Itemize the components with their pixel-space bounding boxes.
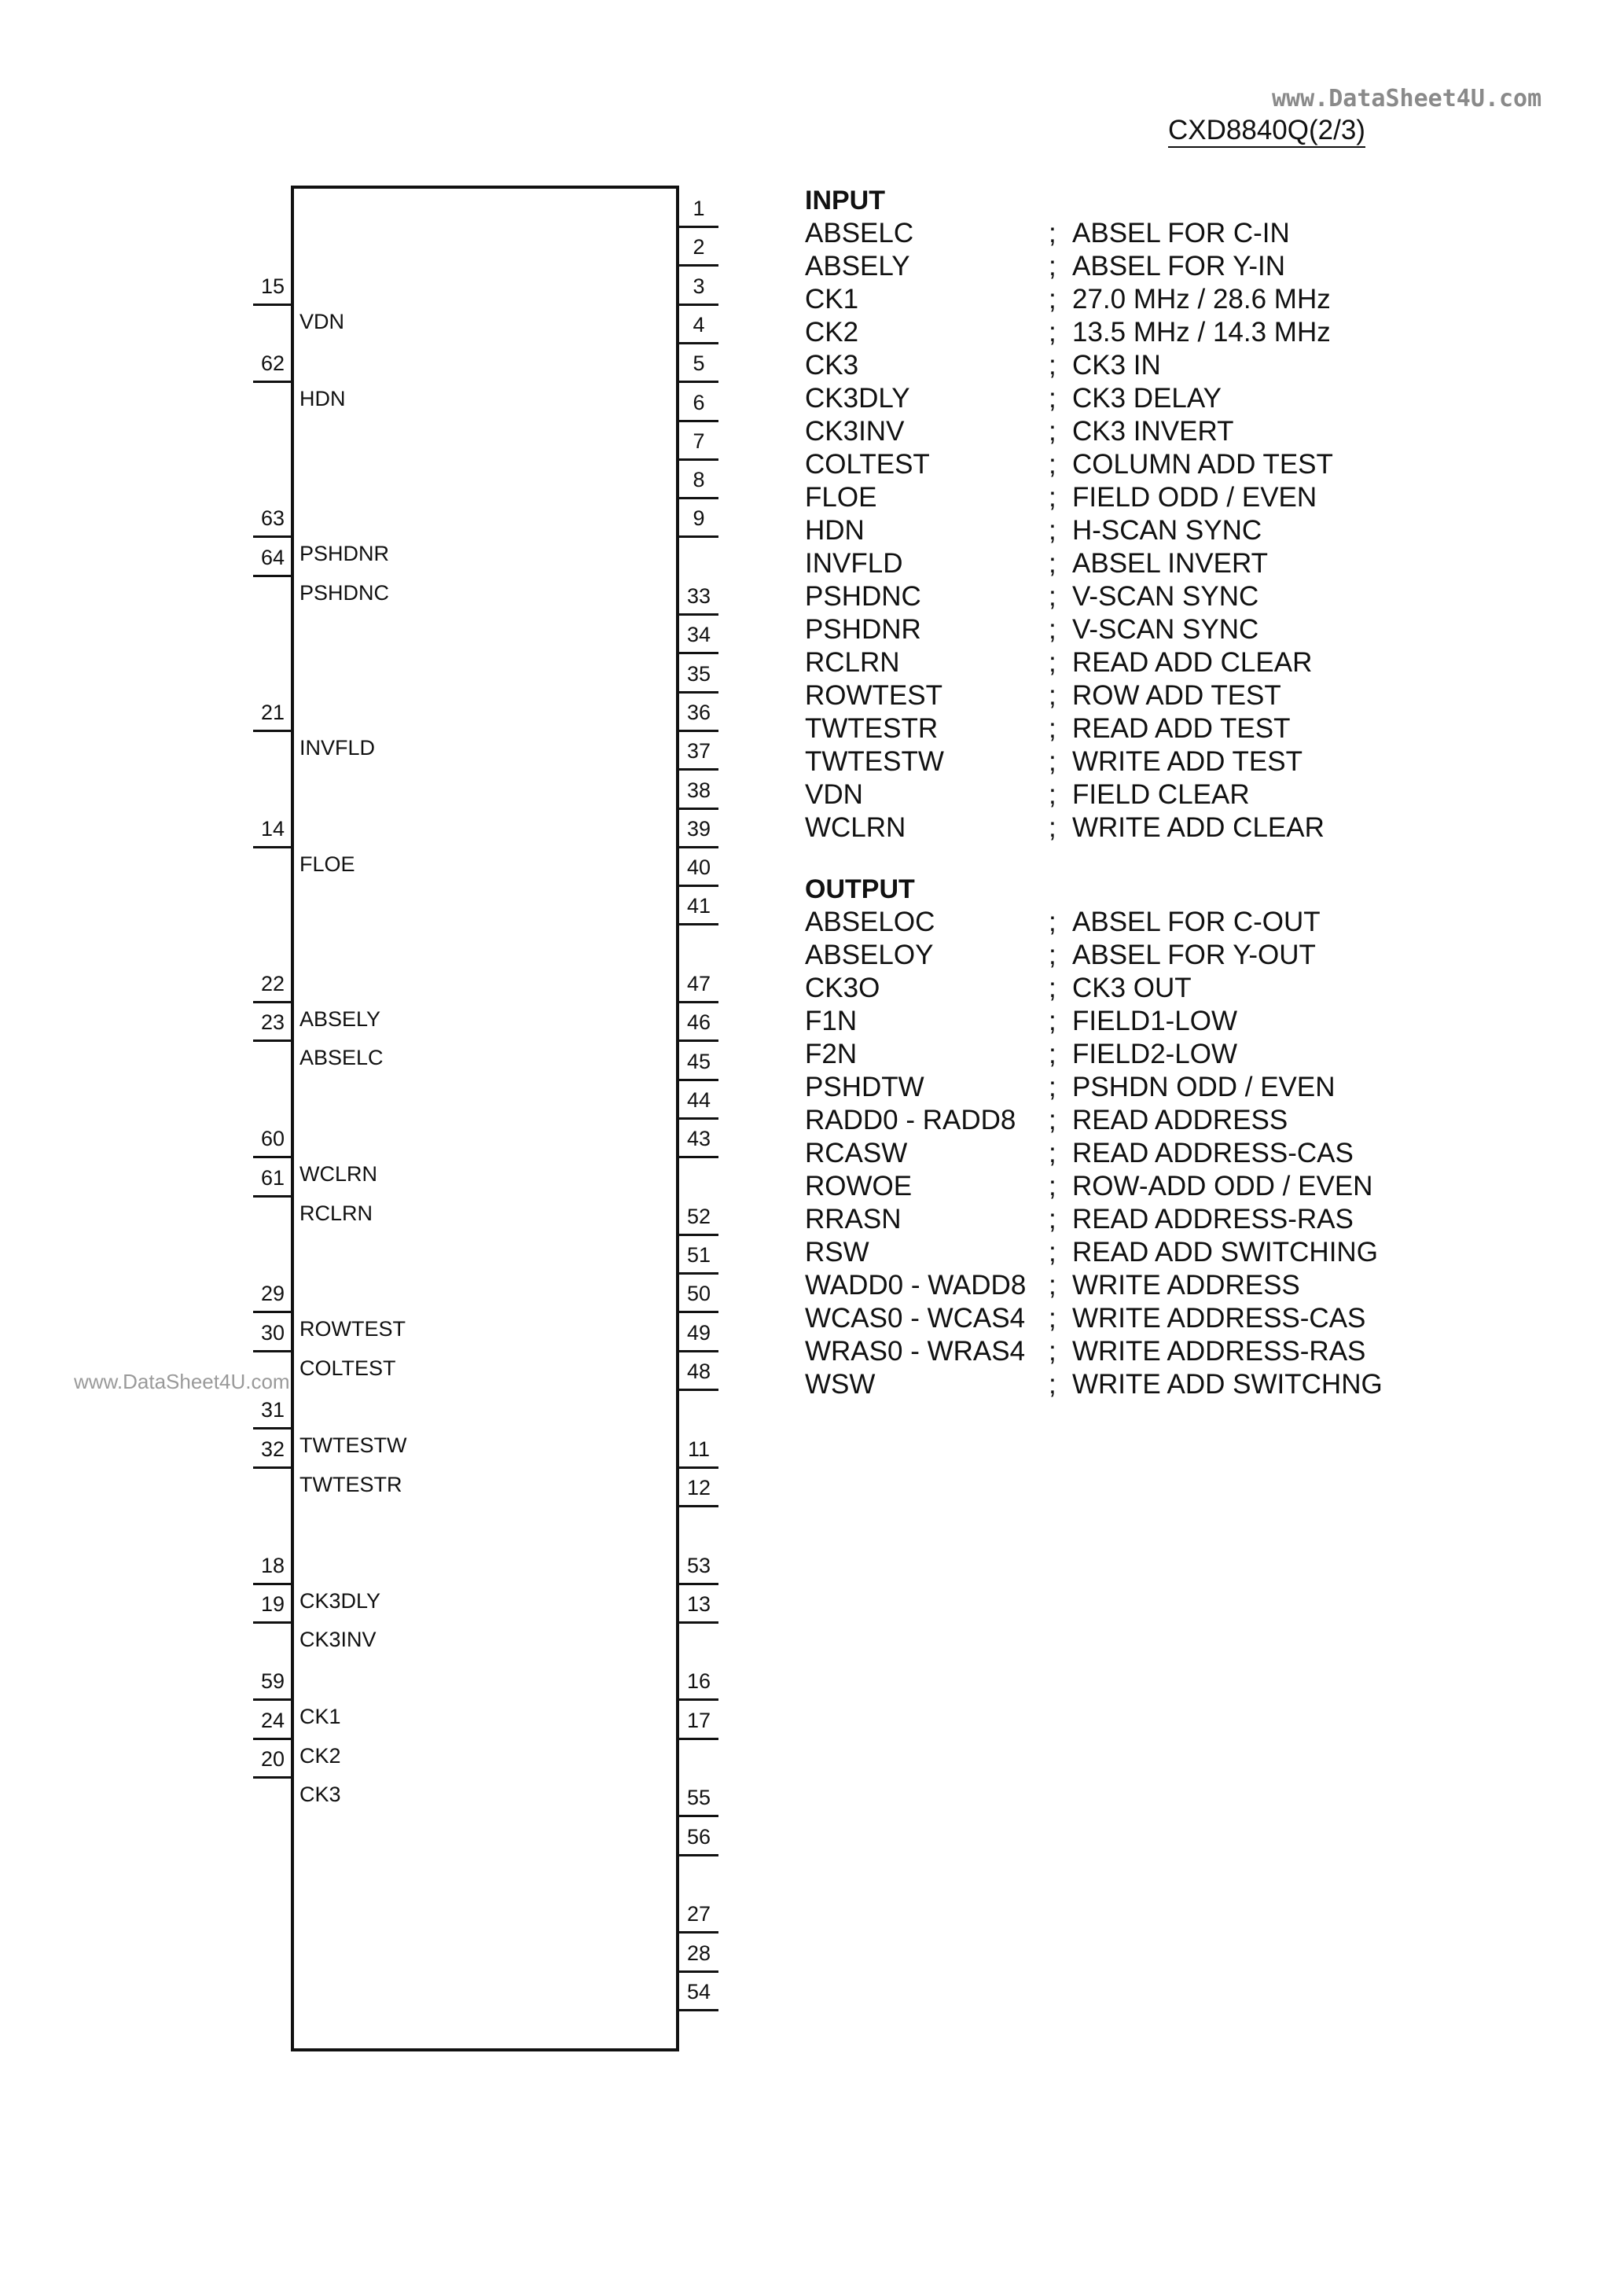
pin-label: CK3DLY xyxy=(299,1588,381,1613)
pin-number: 55 xyxy=(686,1786,711,1810)
separator: ; xyxy=(1049,940,1056,970)
separator: ; xyxy=(1049,614,1056,645)
signal-name: WSW xyxy=(805,1369,876,1400)
output-legend-row xyxy=(805,1137,1354,1170)
signal-description: ABSEL FOR C-IN xyxy=(1072,218,1290,248)
separator: ; xyxy=(1049,1006,1056,1036)
input-legend-row xyxy=(805,745,1303,778)
separator: ; xyxy=(1049,746,1056,777)
signal-description: READ ADDRESS xyxy=(1072,1105,1288,1135)
pin-line xyxy=(253,1001,292,1003)
pin-line xyxy=(253,535,292,538)
signal-name: WCLRN xyxy=(805,812,906,843)
separator: ; xyxy=(1049,1171,1056,1201)
separator: ; xyxy=(1049,647,1056,678)
pin-number: 21 xyxy=(260,700,285,724)
pin-line xyxy=(679,1156,718,1158)
pin-number: 12 xyxy=(686,1475,711,1499)
pin-number: 60 xyxy=(260,1127,285,1151)
pin-line xyxy=(253,1311,292,1313)
signal-name: ABSELC xyxy=(805,218,914,248)
pin-line xyxy=(253,1156,292,1158)
separator: ; xyxy=(1049,218,1056,248)
signal-description: CK3 OUT xyxy=(1072,973,1192,1003)
pin-number: 17 xyxy=(686,1708,711,1732)
pin-number: 8 xyxy=(693,468,705,492)
pin-line xyxy=(679,1117,718,1120)
pin-line xyxy=(679,1815,718,1817)
pin-line xyxy=(679,1505,718,1507)
input-legend-row xyxy=(805,778,1250,811)
pin-number: 41 xyxy=(686,894,711,918)
pin-line xyxy=(679,768,718,771)
pin-line xyxy=(679,1970,718,1973)
signal-name: FLOE xyxy=(805,482,877,513)
input-legend xyxy=(805,184,1333,844)
signal-description: FIELD2-LOW xyxy=(1072,1039,1238,1069)
input-legend-row xyxy=(805,547,1268,580)
input-heading: INPUT xyxy=(805,186,885,215)
pin-line xyxy=(679,497,718,499)
signal-description: ABSEL INVERT xyxy=(1072,548,1268,579)
signal-description: WRITE ADD SWITCHNG xyxy=(1072,1369,1383,1400)
pin-number: 27 xyxy=(686,1902,711,1926)
signal-name: ABSELOY xyxy=(805,940,934,970)
pin-line xyxy=(253,730,292,732)
chip-body xyxy=(291,186,679,2051)
signal-name: RRASN xyxy=(805,1204,902,1234)
pin-label: WCLRN xyxy=(299,1162,377,1187)
pin-number: 19 xyxy=(260,1591,285,1616)
pin-number: 33 xyxy=(686,584,711,608)
separator: ; xyxy=(1049,713,1056,744)
separator: ; xyxy=(1049,251,1056,281)
pin-number: 6 xyxy=(693,390,705,414)
pin-number: 4 xyxy=(693,312,705,337)
signal-name: ROWTEST xyxy=(805,680,942,711)
output-legend xyxy=(805,873,1383,1401)
pin-number: 14 xyxy=(260,816,285,841)
pin-label: CK2 xyxy=(299,1743,341,1768)
separator: ; xyxy=(1049,482,1056,513)
input-legend-row xyxy=(805,448,1333,481)
pin-line xyxy=(679,2009,718,2011)
document-title: CXD8840Q(2/3) xyxy=(1168,115,1365,148)
signal-description: V-SCAN SYNC xyxy=(1072,581,1259,612)
pin-number: 43 xyxy=(686,1127,711,1151)
pin-number: 32 xyxy=(260,1437,285,1461)
output-legend-row xyxy=(805,1005,1238,1038)
pin-number: 51 xyxy=(686,1243,711,1268)
output-legend-row xyxy=(805,1104,1288,1137)
pin-number: 52 xyxy=(686,1204,711,1228)
signal-name: TWTESTR xyxy=(805,713,939,744)
pin-line xyxy=(679,226,718,228)
pin-label: COLTEST xyxy=(299,1356,396,1380)
pin-line xyxy=(679,1698,718,1701)
signal-name: RSW xyxy=(805,1237,869,1268)
output-legend-row xyxy=(805,1302,1366,1335)
signal-name: RCLRN xyxy=(805,647,900,678)
pin-line xyxy=(253,1776,292,1779)
pin-line xyxy=(253,575,292,577)
pin-number: 5 xyxy=(693,351,705,376)
signal-name: WADD0 - WADD8 xyxy=(805,1270,1027,1301)
signal-description: ABSEL FOR Y-IN xyxy=(1072,251,1286,281)
signal-name: CK2 xyxy=(805,317,859,348)
pin-number: 31 xyxy=(260,1398,285,1422)
pin-line xyxy=(679,535,718,538)
pin-line xyxy=(679,1621,718,1624)
signal-description: READ ADD SWITCHING xyxy=(1072,1237,1378,1268)
signal-description: READ ADDRESS-RAS xyxy=(1072,1204,1354,1234)
input-legend-row xyxy=(805,712,1291,745)
pin-number: 2 xyxy=(693,235,705,259)
pin-number: 48 xyxy=(686,1360,711,1383)
pin-label: TWTESTW xyxy=(299,1433,407,1458)
separator: ; xyxy=(1049,907,1056,937)
pin-line xyxy=(679,613,718,616)
pin-label: CK1 xyxy=(299,1705,341,1729)
separator: ; xyxy=(1049,581,1056,612)
mid-watermark: www.DataSheet4U.com xyxy=(74,1370,290,1393)
pin-number: 44 xyxy=(686,1087,711,1112)
signal-description: H-SCAN SYNC xyxy=(1072,515,1262,546)
signal-description: WRITE ADD CLEAR xyxy=(1072,812,1325,843)
input-legend-row xyxy=(805,283,1331,316)
pin-line xyxy=(679,381,718,383)
pin-line xyxy=(253,1698,292,1701)
signal-description: WRITE ADDRESS xyxy=(1072,1270,1300,1301)
pin-line xyxy=(253,1621,292,1624)
output-legend-row xyxy=(805,1368,1383,1401)
signal-name: PSHDNR xyxy=(805,614,921,645)
separator: ; xyxy=(1049,1270,1056,1301)
input-legend-row xyxy=(805,646,1313,679)
signal-name: COLTEST xyxy=(805,449,930,480)
pin-number: 39 xyxy=(686,816,711,841)
output-heading: OUTPUT xyxy=(805,874,915,904)
pin-line xyxy=(679,1738,718,1740)
pin-label: CK3INV xyxy=(299,1627,377,1651)
signal-name: TWTESTW xyxy=(805,746,944,777)
pin-number: 54 xyxy=(686,1979,711,2003)
separator: ; xyxy=(1049,1237,1056,1268)
signal-description: FIELD1-LOW xyxy=(1072,1006,1238,1036)
pin-label: RCLRN xyxy=(299,1201,373,1225)
pin-line xyxy=(253,381,292,383)
separator: ; xyxy=(1049,1336,1056,1367)
signal-name: RADD0 - RADD8 xyxy=(805,1105,1016,1135)
signal-description: ROW ADD TEST xyxy=(1072,680,1281,711)
pin-line xyxy=(679,1311,718,1313)
output-legend-row xyxy=(805,1335,1366,1368)
pin-label: HDN xyxy=(299,387,346,411)
separator: ; xyxy=(1049,350,1056,381)
pin-number: 46 xyxy=(686,1010,711,1035)
input-legend-row xyxy=(805,415,1234,448)
pin-number: 30 xyxy=(260,1320,285,1345)
pin-line xyxy=(679,885,718,887)
pin-line xyxy=(679,1466,718,1469)
input-rows xyxy=(805,217,1333,844)
input-legend-row xyxy=(805,316,1331,349)
pin-line xyxy=(679,1854,718,1856)
separator: ; xyxy=(1049,973,1056,1003)
pin-line xyxy=(253,846,292,848)
input-legend-row xyxy=(805,811,1325,844)
pin-line xyxy=(679,923,718,925)
signal-name: CK1 xyxy=(805,284,859,315)
separator: ; xyxy=(1049,1105,1056,1135)
pin-number: 63 xyxy=(260,506,285,531)
pin-number: 23 xyxy=(260,1010,285,1035)
output-legend-row xyxy=(805,1170,1373,1203)
pin-number: 36 xyxy=(686,700,711,724)
output-legend-row xyxy=(805,1071,1336,1104)
input-legend-row xyxy=(805,217,1290,250)
output-rows xyxy=(805,906,1383,1401)
signal-description: READ ADDRESS-CAS xyxy=(1072,1138,1354,1168)
input-legend-row xyxy=(805,349,1161,382)
pin-line xyxy=(253,1350,292,1352)
pin-number: 24 xyxy=(260,1708,285,1732)
pin-line xyxy=(679,730,718,732)
pin-number: 7 xyxy=(693,429,705,453)
signal-name: WRAS0 - WRAS4 xyxy=(805,1336,1026,1367)
pin-number: 59 xyxy=(260,1669,285,1694)
pin-number: 49 xyxy=(686,1320,711,1345)
separator: ; xyxy=(1049,416,1056,447)
pin-number: 1 xyxy=(693,197,705,220)
pin-line xyxy=(679,1389,718,1391)
input-legend-row xyxy=(805,382,1222,415)
pin-line xyxy=(679,1001,718,1003)
pin-number: 37 xyxy=(686,739,711,763)
input-legend-row xyxy=(805,580,1259,613)
pin-number: 64 xyxy=(260,545,285,569)
signal-description: CK3 IN xyxy=(1072,350,1161,381)
separator: ; xyxy=(1049,548,1056,579)
signal-description: CK3 DELAY xyxy=(1072,383,1222,414)
signal-name: PSHDNC xyxy=(805,581,921,612)
pin-number: 28 xyxy=(686,1941,711,1965)
pin-line xyxy=(679,342,718,344)
pin-line xyxy=(253,304,292,306)
signal-description: PSHDN ODD / EVEN xyxy=(1072,1072,1336,1102)
pin-line xyxy=(679,1234,718,1236)
input-legend-row xyxy=(805,679,1281,712)
input-legend-row xyxy=(805,250,1286,283)
pin-line xyxy=(679,808,718,810)
pin-line xyxy=(253,1738,292,1740)
signal-description: WRITE ADD TEST xyxy=(1072,746,1303,777)
signal-name: RCASW xyxy=(805,1138,908,1168)
pin-label: VDN xyxy=(299,309,345,333)
pin-line xyxy=(253,1583,292,1585)
pin-number: 40 xyxy=(686,855,711,880)
pin-number: 56 xyxy=(686,1824,711,1849)
output-legend-row xyxy=(805,939,1316,972)
pin-line xyxy=(679,304,718,306)
pin-line xyxy=(679,1039,718,1042)
signal-name: ROWOE xyxy=(805,1171,913,1201)
separator: ; xyxy=(1049,284,1056,315)
pin-label: PSHDNC xyxy=(299,580,390,605)
signal-description: READ ADD CLEAR xyxy=(1072,647,1313,678)
signal-description: V-SCAN SYNC xyxy=(1072,614,1259,645)
pin-line xyxy=(253,1427,292,1429)
separator: ; xyxy=(1049,1138,1056,1168)
signal-name: CK3 xyxy=(805,350,859,381)
pin-line xyxy=(679,420,718,422)
output-legend-row xyxy=(805,906,1321,939)
pin-line xyxy=(253,1466,292,1469)
signal-description: FIELD CLEAR xyxy=(1072,779,1250,810)
separator: ; xyxy=(1049,1369,1056,1400)
signal-description: ROW-ADD ODD / EVEN xyxy=(1072,1171,1373,1201)
separator: ; xyxy=(1049,1072,1056,1102)
signal-description: WRITE ADDRESS-CAS xyxy=(1072,1303,1366,1334)
pin-number: 35 xyxy=(686,661,711,686)
pin-number: 45 xyxy=(686,1049,711,1073)
pin-line xyxy=(679,264,718,267)
pin-label: TWTESTR xyxy=(299,1472,402,1496)
pin-label: CK3 xyxy=(299,1783,341,1806)
signal-description: FIELD ODD / EVEN xyxy=(1072,482,1317,513)
pin-number: 38 xyxy=(686,778,711,802)
pin-line xyxy=(679,691,718,694)
pin-number: 34 xyxy=(686,623,711,647)
signal-name: VDN xyxy=(805,779,863,810)
signal-name: CK3DLY xyxy=(805,383,910,414)
signal-description: READ ADD TEST xyxy=(1072,713,1291,744)
pin-label: ABSELC xyxy=(299,1046,384,1070)
signal-description: CK3 INVERT xyxy=(1072,416,1234,447)
output-legend-row xyxy=(805,1269,1300,1302)
pin-number: 61 xyxy=(260,1165,285,1190)
signal-name: PSHDTW xyxy=(805,1072,924,1102)
signal-description: COLUMN ADD TEST xyxy=(1072,449,1333,480)
signal-name: HDN xyxy=(805,515,865,546)
pin-line xyxy=(679,652,718,654)
separator: ; xyxy=(1049,1039,1056,1069)
pin-number: 13 xyxy=(686,1591,711,1616)
header-watermark: www.DataSheet4U.com xyxy=(1272,85,1542,112)
separator: ; xyxy=(1049,1204,1056,1234)
signal-name: ABSELOC xyxy=(805,907,935,937)
signal-name: INVFLD xyxy=(805,548,903,579)
separator: ; xyxy=(1049,515,1056,546)
pin-number: 20 xyxy=(260,1747,285,1771)
signal-name: ABSELY xyxy=(805,251,910,281)
pin-label: PSHDNR xyxy=(299,542,390,566)
signal-name: F2N xyxy=(805,1039,858,1069)
signal-description: 13.5 MHz / 14.3 MHz xyxy=(1072,317,1331,348)
output-legend-row xyxy=(805,1203,1354,1236)
pin-label: ROWTEST xyxy=(299,1317,406,1341)
pin-number: 47 xyxy=(686,972,711,995)
pin-label: FLOE xyxy=(299,852,355,876)
pin-line xyxy=(253,1039,292,1042)
input-legend-row xyxy=(805,514,1262,547)
output-legend-row xyxy=(805,1236,1378,1269)
signal-name: WCAS0 - WCAS4 xyxy=(805,1303,1026,1334)
signal-name: CK3O xyxy=(805,973,880,1003)
pin-number: 15 xyxy=(260,274,285,298)
pin-number: 3 xyxy=(693,274,705,298)
pin-number: 50 xyxy=(686,1282,711,1306)
pin-label: ABSELY xyxy=(299,1007,381,1031)
pin-number: 9 xyxy=(693,506,705,531)
separator: ; xyxy=(1049,449,1056,480)
pin-line xyxy=(679,846,718,848)
signal-description: ABSEL FOR C-OUT xyxy=(1072,907,1321,937)
pin-number: 18 xyxy=(260,1553,285,1577)
pin-number: 22 xyxy=(260,972,285,995)
pin-line xyxy=(679,458,718,461)
output-legend-row xyxy=(805,1038,1238,1071)
pin-number: 11 xyxy=(687,1437,711,1461)
input-legend-row xyxy=(805,613,1259,646)
signal-name: CK3INV xyxy=(805,416,905,447)
signal-name: F1N xyxy=(805,1006,858,1036)
separator: ; xyxy=(1049,779,1056,810)
separator: ; xyxy=(1049,1303,1056,1334)
separator: ; xyxy=(1049,317,1056,348)
separator: ; xyxy=(1049,383,1056,414)
signal-description: ABSEL FOR Y-OUT xyxy=(1072,940,1316,970)
pin-line xyxy=(679,1350,718,1352)
pin-line xyxy=(679,1272,718,1275)
input-legend-row xyxy=(805,481,1317,514)
pin-line xyxy=(679,1931,718,1934)
separator: ; xyxy=(1049,680,1056,711)
pin-line xyxy=(679,1583,718,1585)
pin-line xyxy=(253,1195,292,1198)
pin-line xyxy=(679,1079,718,1081)
signal-description: WRITE ADDRESS-RAS xyxy=(1072,1336,1366,1367)
pin-number: 62 xyxy=(260,351,285,376)
pin-number: 16 xyxy=(686,1669,711,1694)
signal-description: 27.0 MHz / 28.6 MHz xyxy=(1072,284,1331,315)
output-legend-row xyxy=(805,972,1192,1005)
separator: ; xyxy=(1049,812,1056,843)
pin-number: 29 xyxy=(260,1282,285,1306)
pin-label: INVFLD xyxy=(299,735,376,760)
pin-number: 53 xyxy=(686,1553,711,1577)
